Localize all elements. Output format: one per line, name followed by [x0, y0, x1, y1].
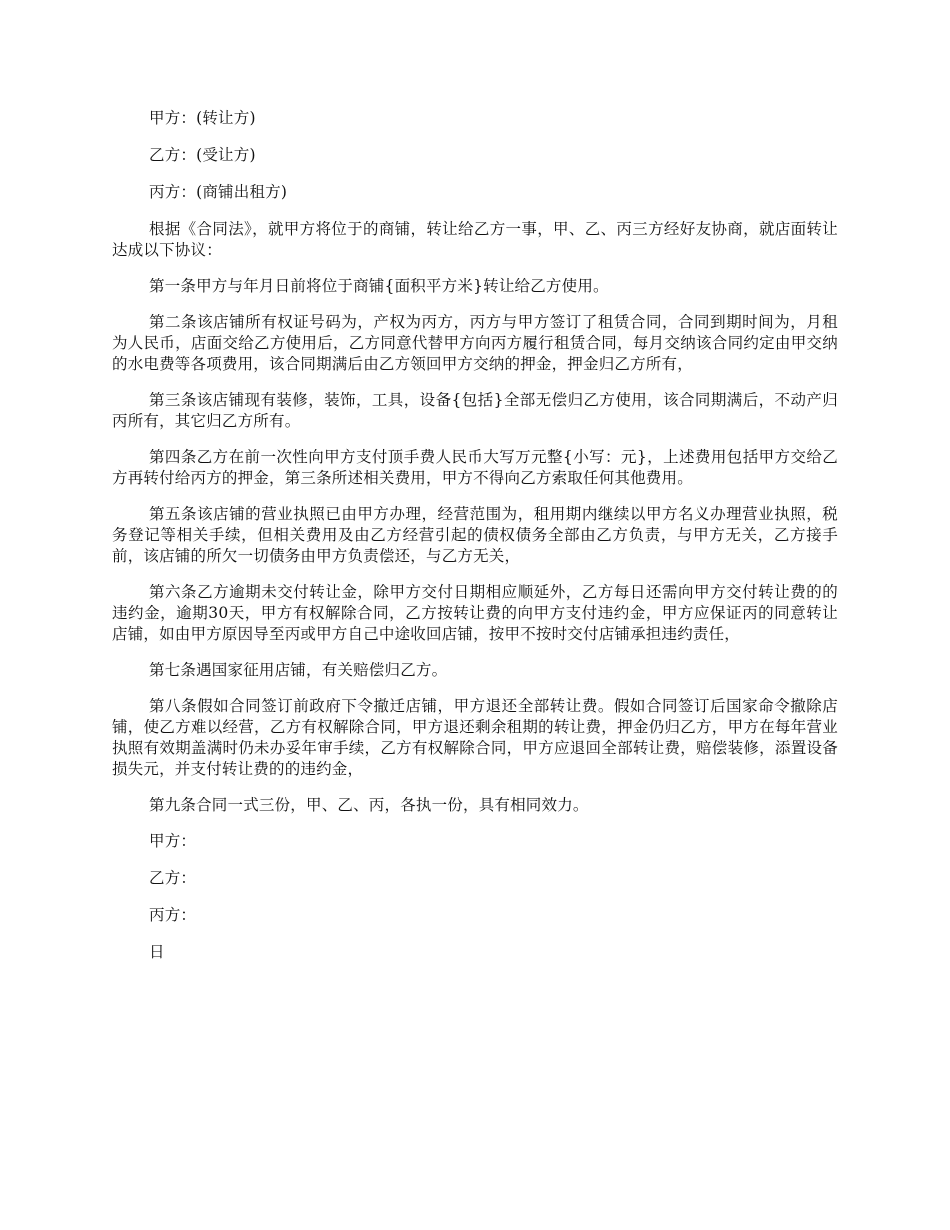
party-b-line: 乙方：(受让方): [149, 146, 256, 164]
signature-party-c: 丙方：: [149, 906, 197, 924]
article-9: 第九条合同一式三份，甲、乙、丙，各执一份，具有相同效力。: [149, 796, 589, 814]
article-7: 第七条遇国家征用店铺，有关赔偿归乙方。: [149, 661, 448, 679]
signature-party-a: 甲方：: [149, 832, 197, 850]
article-8: 第八条假如合同签订前政府下令撤迁店铺，甲方退还全部转让费。假如合同签订后国家命令撤除店铺，使乙方难以经营，乙方有权解除合同，甲方退还剩余租期的转让费，押金仍归乙方，甲方在每年营业执照有效期盖满时仍未办妥年审手续，乙方有权解除合同，甲方应退回全部转让费，赔偿装修，添置设备损失元，并支付转让费的的违约金，: [112, 697, 838, 778]
signature-party-b: 乙方：: [149, 869, 197, 887]
article-3: 第三条该店铺现有装修，装饰，工具，设备{包括}全部无偿归乙方使用，该合同期满后，不动产归丙所有，其它归乙方所有。: [112, 391, 838, 430]
party-c-line: 丙方：(商铺出租方): [149, 183, 288, 201]
article-2: 第二条该店铺所有权证号码为，产权为丙方，丙方与甲方签订了租赁合同，合同到期时间为，月租为人民币，店面交给乙方使用后，乙方同意代替甲方向丙方履行租赁合同，每月交纳该合同约定由甲交纳的水电费等各项费用，该合同期满后由乙方领回甲方交纳的押金，押金归乙方所有，: [112, 313, 838, 373]
date-line: 日: [149, 943, 165, 961]
article-5: 第五条该店铺的营业执照已由甲方办理，经营范围为，租用期内继续以甲方名义办理营业执照，税务登记等相关手续，但相关费用及由乙方经营引起的债权债务全部由乙方负责，与甲方无关，乙方接手前，该店铺的所欠一切债务由甲方负责偿还，与乙方无关，: [112, 505, 838, 565]
document-page: [112, 108, 838, 979]
article-6: 第六条乙方逾期未交付转让金，除甲方交付日期相应顺延外，乙方每日还需向甲方交付转让费的的违约金，逾期30天，甲方有权解除合同，乙方按转让费的向甲方支付违约金，甲方应保证丙的同意转让店铺，如由甲方原因导至丙或甲方自己中途收回店铺，按甲不按时交付店铺承担违约责任，: [112, 583, 838, 643]
article-1: 第一条甲方与年月日前将位于商铺{面积平方米}转让给乙方使用。: [149, 277, 609, 295]
article-4: 第四条乙方在前一次性向甲方支付顶手费人民币大写万元整{小写：元}，上述费用包括甲方交给乙方再转付给丙方的押金，第三条所述相关费用，甲方不得向乙方索取任何其他费用。: [112, 448, 838, 487]
party-a-line: 甲方：(转让方): [149, 109, 256, 127]
preamble-paragraph: 根据《合同法》，就甲方将位于的商铺，转让给乙方一事，甲、乙、丙三方经好友协商，就店面转让达成以下协议：: [112, 220, 838, 259]
